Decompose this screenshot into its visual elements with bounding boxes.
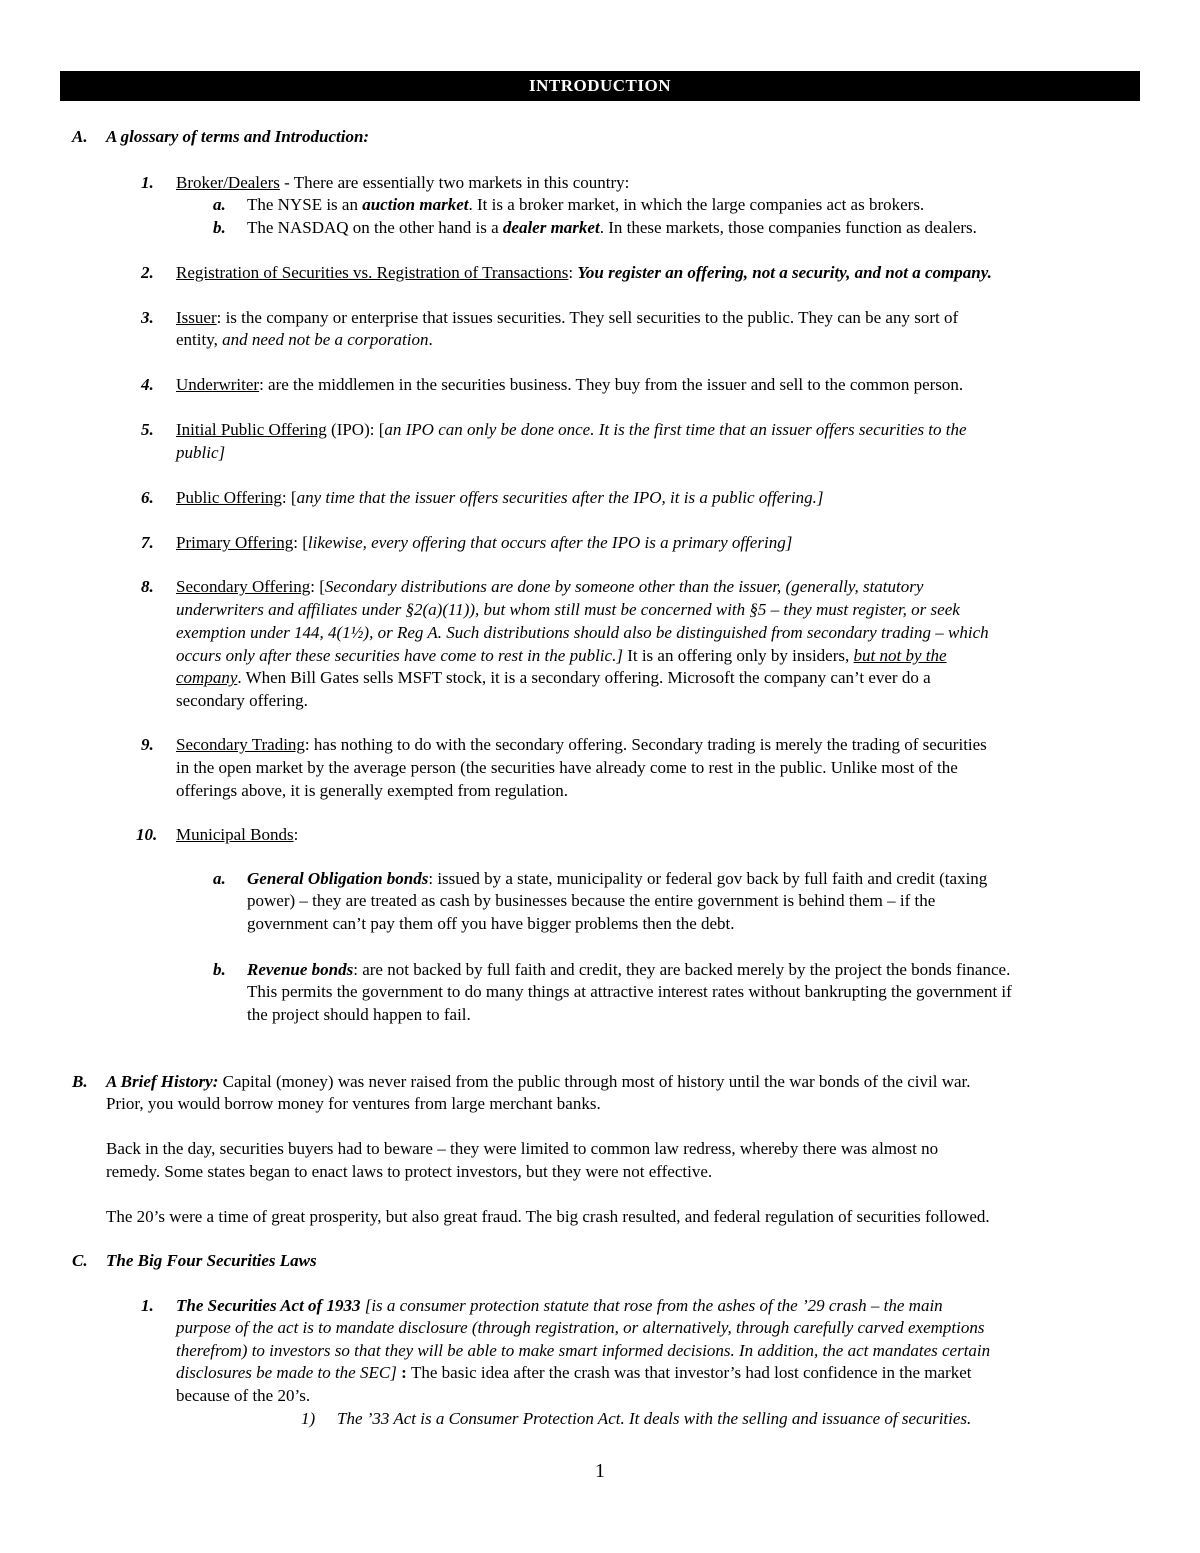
list-item-cont: exemption under 144, 4(1½), or Reg A. Such distributions should also be distinguished from secondary trading – which xyxy=(176,623,989,642)
term: Public Offering xyxy=(176,488,282,507)
section-b-title: A Brief History: xyxy=(106,1072,219,1091)
term: Secondary Offering xyxy=(176,577,311,596)
text: : [ xyxy=(310,577,325,596)
emphasis: General Obligation bonds xyxy=(247,869,429,888)
section-b-label: B. xyxy=(72,1072,88,1091)
list-item xyxy=(176,823,298,846)
term: Municipal Bonds xyxy=(176,825,294,844)
text: Capital (money) was never raised from the public through most of history until the war bonds of the civil war. xyxy=(218,1072,971,1091)
list-item-cont: purpose of the act is to mandate disclosure (through registration, or alternatively, through carefully carved exemptions xyxy=(176,1318,985,1337)
list-item xyxy=(176,733,987,756)
item-number: 3. xyxy=(141,308,154,327)
text: (IPO): [ xyxy=(326,420,385,439)
list-item-cont xyxy=(176,1361,971,1384)
list-item xyxy=(176,575,923,598)
emphasis: Revenue bonds xyxy=(247,960,354,979)
item-number: 10. xyxy=(136,825,158,844)
list-item-cont: public] xyxy=(176,443,226,462)
sub-list-item xyxy=(247,958,1010,981)
text: It is an offering only by insiders, xyxy=(622,646,854,665)
sub-item-number: b. xyxy=(213,960,226,979)
item-number: 1. xyxy=(141,173,154,192)
definition: : has nothing to do with the secondary offering. Secondary trading is merely the trading of securities xyxy=(304,735,987,754)
item-number: 4. xyxy=(141,375,154,394)
term: Registration of Securities vs. Registration of Transactions xyxy=(176,263,569,282)
section-a-title: A glossary of terms and Introduction: xyxy=(106,127,370,146)
sub-list-item-cont: the project should happen to fail. xyxy=(247,1005,471,1024)
sub-list-item xyxy=(247,867,987,890)
sub-item-number: b. xyxy=(213,218,226,237)
paragraph-cont: remedy. Some states began to enact laws to protect investors, but they were not effective. xyxy=(106,1162,713,1181)
emphasis: likewise, every offering that occurs after the IPO is a primary offering] xyxy=(307,533,793,552)
text: : [ xyxy=(281,488,297,507)
text: : xyxy=(396,1363,411,1382)
list-item-cont: secondary offering. xyxy=(176,691,308,710)
item-number: 9. xyxy=(141,735,154,754)
item-number: 1. xyxy=(141,1296,154,1315)
emphasis: company xyxy=(176,668,238,687)
list-item xyxy=(176,1294,943,1317)
item-number: 2. xyxy=(141,263,154,282)
term: Underwriter xyxy=(176,375,260,394)
sub-list-item xyxy=(247,193,924,216)
text: . It is a broker market, in which the large companies act as brokers. xyxy=(468,195,925,214)
list-item xyxy=(176,486,824,509)
list-item-cont xyxy=(176,666,931,689)
page-number: 1 xyxy=(595,1460,605,1482)
term: Issuer xyxy=(176,308,217,327)
list-item-cont: because of the 20’s. xyxy=(176,1386,311,1405)
section-header-bar: INTRODUCTION xyxy=(60,71,1140,101)
emphasis: but not by the xyxy=(853,646,947,665)
item-number: 8. xyxy=(141,577,154,596)
emphasis: an IPO can only be done once. It is the first time that an issuer offers securities to the xyxy=(384,420,967,439)
section-c-title: The Big Four Securities Laws xyxy=(106,1251,317,1270)
list-item-cont xyxy=(176,328,433,351)
text: : [ xyxy=(293,533,308,552)
sub-item-number: a. xyxy=(213,195,226,214)
definition: : is the company or enterprise that issues securities. They sell securities to the public. They can be any sort of xyxy=(216,308,959,327)
term: Broker/Dealers xyxy=(176,173,280,192)
emphasis: Secondary distributions are done by someone other than the issuer, (generally, statutory xyxy=(324,577,924,596)
list-item xyxy=(176,531,792,554)
text: : xyxy=(293,825,299,844)
sub-item-number: 1) xyxy=(301,1409,316,1428)
text: [is a consumer protection statute that rose from the ashes of the ’29 crash – the main xyxy=(360,1296,943,1315)
emphasis: any time that the issuer offers securities after the IPO, it is a public offering.] xyxy=(296,488,824,507)
list-item xyxy=(176,306,958,329)
emphasis: dealer market xyxy=(502,218,600,237)
text: disclosures be made to the SEC] xyxy=(176,1363,397,1382)
item-number: 6. xyxy=(141,488,154,507)
emphasis: and need not be a corporation xyxy=(222,330,429,349)
list-item xyxy=(176,418,967,441)
definition: : are not backed by full faith and credit, they are backed merely by the project the bonds finance. xyxy=(353,960,1011,979)
definition: - There are essentially two markets in this country: xyxy=(279,173,630,192)
section-a-label: A. xyxy=(72,127,88,146)
text: The NASDAQ on the other hand is a xyxy=(247,218,503,237)
list-item xyxy=(176,373,963,396)
list-item-cont: offerings above, it is generally exempted from regulation. xyxy=(176,781,568,800)
term: Initial Public Offering xyxy=(176,420,327,439)
emphasis: auction market xyxy=(362,195,469,214)
emphasis: You register an offering, not a security, and not a company. xyxy=(577,263,992,282)
sub-list-item: The ’33 Act is a Consumer Protection Act. It deals with the selling and issuance of securities. xyxy=(337,1409,972,1428)
text: The basic idea after the crash was that investor’s had lost confidence in the market xyxy=(411,1363,972,1382)
sub-list-item-cont: power) – they are treated as cash by businesses because the entire government is behind them – if the xyxy=(247,891,936,910)
list-item-cont: therefrom) to investors so that they will be able to make smart informed decisions. In addition, the act mandates certain xyxy=(176,1341,991,1360)
list-item-cont xyxy=(176,644,947,667)
text: . In these markets, those companies function as dealers. xyxy=(599,218,977,237)
text: . xyxy=(428,330,433,349)
list-item-cont: underwriters and affiliates under §2(a)(11)), but whom still must be concerned with §5 – they must register, or seek xyxy=(176,600,960,619)
sub-list-item-cont: This permits the government to do many things at attractive interest rates without bankrupting the government if xyxy=(247,982,1012,1001)
section-c-label: C. xyxy=(72,1251,88,1270)
text: : xyxy=(568,263,578,282)
sub-list-item-cont: government can’t pay them off you have bigger problems then the debt. xyxy=(247,914,735,933)
paragraph: Back in the day, securities buyers had to beware – they were limited to common law redress, whereby there was almost no xyxy=(106,1139,939,1158)
text: The NYSE is an xyxy=(247,195,363,214)
emphasis: The Securities Act of 1933 xyxy=(176,1296,361,1315)
term: Primary Offering xyxy=(176,533,294,552)
definition: : issued by a state, municipality or federal gov back by full faith and credit (taxing xyxy=(428,869,988,888)
section-b-paragraph xyxy=(106,1070,971,1093)
list-item xyxy=(176,261,992,284)
text: . When Bill Gates sells MSFT stock, it is a secondary offering. Microsoft the company can’t ever do a xyxy=(237,668,931,687)
paragraph-cont: Prior, you would borrow money for ventures from large merchant banks. xyxy=(106,1094,601,1113)
sub-item-number: a. xyxy=(213,869,226,888)
item-number: 7. xyxy=(141,533,154,552)
sub-list-item xyxy=(247,216,977,239)
term: Secondary Trading xyxy=(176,735,305,754)
text: entity, xyxy=(176,330,223,349)
list-item-cont: in the open market by the average person (the securities have already come to rest in the public. Unlike most of the xyxy=(176,758,958,777)
item-number: 5. xyxy=(141,420,154,439)
paragraph: The 20’s were a time of great prosperity, but also great fraud. The big crash resulted, and federal regulation of securities followed. xyxy=(106,1207,990,1226)
emphasis: occurs only after these securities have come to rest in the public.] xyxy=(176,646,623,665)
list-item xyxy=(176,171,629,194)
definition: : are the middlemen in the securities business. They buy from the issuer and sell to the common person. xyxy=(259,375,964,394)
